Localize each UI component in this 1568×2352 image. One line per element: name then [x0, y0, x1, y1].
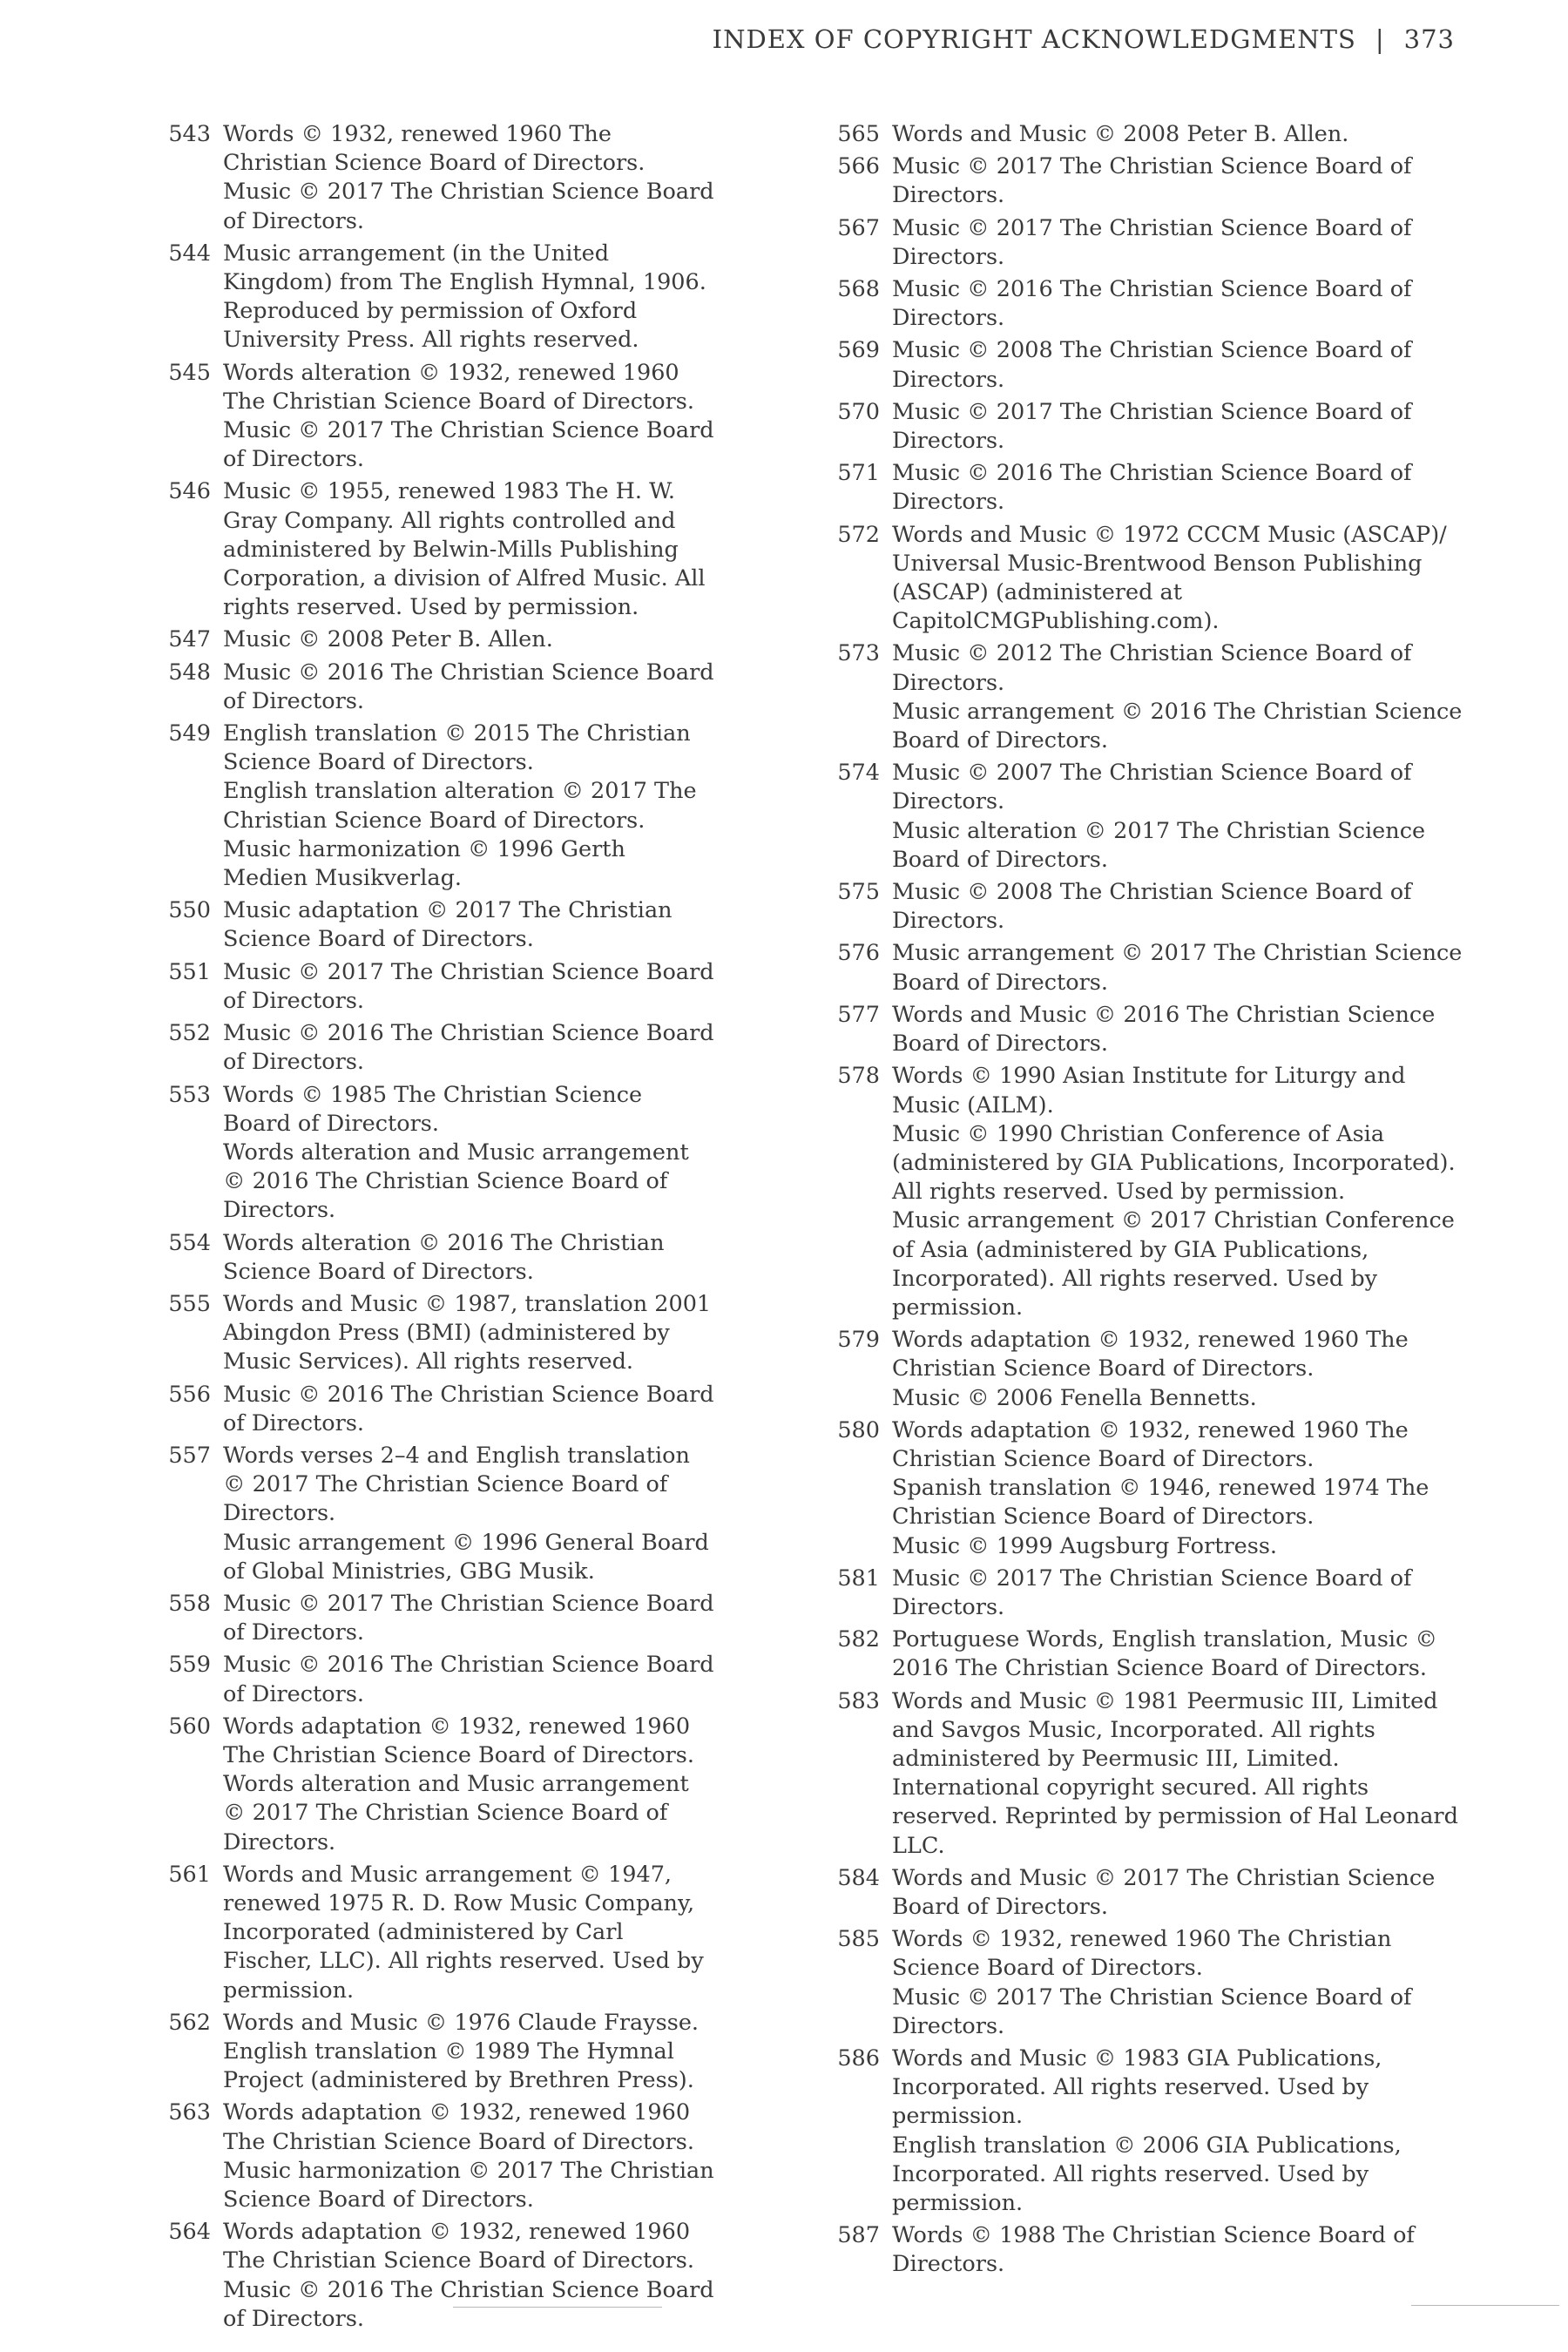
acknowledgment-text [892, 521, 1463, 637]
acknowledgment-line: Words and Music © 2016 The Christian Science Board of Directors. [892, 1001, 1436, 1058]
acknowledgment-line: Music arrangement © 2017 Christian Conference of Asia (administered by GIA Publications, Incorporated). All rights reserved. Used by permission. [892, 1207, 1455, 1321]
hymn-number: 560 [168, 1713, 211, 1740]
hymn-number: 584 [837, 1864, 880, 1891]
acknowledgment-entry [150, 1590, 716, 1647]
hymn-number: 571 [837, 460, 880, 487]
acknowledgment-entry [150, 1713, 716, 1857]
acknowledgment-entry [150, 2099, 716, 2214]
acknowledgment-text [223, 2009, 716, 2096]
acknowledgment-entry [819, 120, 1463, 149]
acknowledgment-line: Music © 2016 The Christian Science Board of Directors. [223, 1652, 714, 1707]
acknowledgment-text [223, 958, 716, 1016]
acknowledgment-entry [819, 1565, 1463, 1622]
acknowledgment-line: Music adaptation © 2017 The Christian Science Board of Directors. [223, 897, 672, 953]
acknowledgment-line: Music © 2008 The Christian Science Board of Directors. [892, 337, 1412, 393]
hymn-number: 563 [168, 2099, 211, 2126]
hymn-number: 551 [168, 958, 211, 985]
acknowledgment-entry [150, 2009, 716, 2096]
hymn-number: 578 [837, 1063, 880, 1090]
acknowledgment-text [223, 720, 716, 893]
hymn-number: 575 [837, 879, 880, 906]
acknowledgment-line: Music harmonization © 2017 The Christian Science Board of Directors. [223, 2157, 714, 2213]
acknowledgment-line: Music © 2016 The Christian Science Board of Directors. [892, 460, 1412, 516]
acknowledgment-text [892, 878, 1463, 936]
hymn-number: 552 [168, 1020, 211, 1047]
acknowledgment-text [223, 1081, 716, 1226]
acknowledgment-text [223, 1590, 716, 1647]
acknowledgment-text [223, 1019, 716, 1077]
acknowledgment-line: Music © 2017 The Christian Science Board of Directors. [892, 153, 1412, 209]
acknowledgment-entry [819, 521, 1463, 637]
acknowledgment-line: Words adaptation © 1932, renewed 1960 The Christian Science Board of Directors. [892, 1327, 1409, 1382]
acknowledgment-line: Music arrangement © 2017 The Christian Science Board of Directors. [892, 940, 1463, 996]
acknowledgment-entry [819, 759, 1463, 875]
acknowledgment-entry [819, 1625, 1463, 1683]
footer-rule-left [453, 2307, 662, 2308]
acknowledgment-line: Music © 2008 The Christian Science Board of Directors. [892, 879, 1412, 935]
acknowledgment-entry [819, 1687, 1463, 1861]
acknowledgment-text [892, 459, 1463, 517]
acknowledgment-entry [150, 1442, 716, 1586]
acknowledgment-line: Music © 2008 Peter B. Allen. [223, 626, 553, 653]
acknowledgment-line: Words © 1988 The Christian Science Board of Directors. [892, 2222, 1415, 2278]
hymn-number: 546 [168, 478, 211, 505]
acknowledgment-line: Words and Music © 1976 Claude Fraysse. [223, 2009, 700, 2036]
acknowledgment-text [223, 359, 716, 475]
acknowledgment-entry [819, 878, 1463, 936]
acknowledgment-text [223, 1861, 716, 2005]
acknowledgment-line: Music arrangement (in the United Kingdom) from The English Hymnal, 1906. Reproduced by permission of Oxford University Press. All rights reserved. [223, 240, 706, 354]
hymn-number: 543 [168, 121, 211, 147]
hymn-number: 544 [168, 240, 211, 267]
acknowledgment-line: Words © 1985 The Christian Science Board of Directors. [223, 1081, 643, 1137]
acknowledgment-line: Words © 1932, renewed 1960 The Christian Science Board of Directors. [892, 1926, 1392, 1982]
acknowledgment-entry [819, 1062, 1463, 1322]
hymn-number: 562 [168, 2009, 211, 2036]
acknowledgment-line: Music © 2017 The Christian Science Board of Directors. [892, 214, 1412, 270]
acknowledgment-line: English translation © 1989 The Hymnal Project (administered by Brethren Press). [223, 2038, 694, 2094]
acknowledgment-line: Words adaptation © 1932, renewed 1960 The Christian Science Board of Directors. [223, 1713, 694, 1768]
header-separator: | [1375, 24, 1385, 54]
acknowledgment-entry [819, 639, 1463, 755]
hymn-number: 574 [837, 760, 880, 787]
hymn-number: 583 [837, 1687, 880, 1714]
hymn-number: 559 [168, 1652, 211, 1679]
hymn-number: 554 [168, 1229, 211, 1256]
acknowledgment-line: Music © 2007 The Christian Science Board of Directors. [892, 760, 1412, 815]
hymn-number: 564 [168, 2219, 211, 2246]
acknowledgment-text [892, 1925, 1463, 2041]
acknowledgment-text [892, 939, 1463, 997]
acknowledgment-text [223, 896, 716, 954]
acknowledgment-line: English translation © 2015 The Christian Science Board of Directors. [223, 720, 691, 776]
acknowledgment-line: Music © 2016 The Christian Science Board of Directors. [892, 276, 1412, 332]
hymn-number: 557 [168, 1442, 211, 1469]
acknowledgment-entry [819, 1925, 1463, 2041]
acknowledgment-line: Words and Music © 1981 Peermusic III, Limited and Savgos Music, Incorporated. All rights administered by Peermusic III, Limited. International copyright secured. All rights reserved. Reprinted by permission of Hal Leonard LLC. [892, 1687, 1458, 1859]
acknowledgment-entry [150, 359, 716, 475]
acknowledgment-entry [150, 240, 716, 355]
hymn-number: 570 [837, 398, 880, 425]
hymn-number: 568 [837, 276, 880, 303]
hymn-number: 566 [837, 153, 880, 180]
acknowledgment-line: Music © 2017 The Christian Science Board of Directors. [223, 417, 714, 473]
acknowledgment-text [892, 1864, 1463, 1922]
acknowledgment-text [223, 2218, 716, 2334]
hymn-number: 581 [837, 1565, 880, 1592]
acknowledgment-text [892, 336, 1463, 394]
acknowledgment-line: Music © 2006 Fenella Bennetts. [892, 1384, 1257, 1411]
acknowledgment-text [223, 625, 716, 654]
acknowledgment-entry [150, 896, 716, 954]
acknowledgment-line: Words alteration and Music arrangement © 2016 The Christian Science Board of Directors. [223, 1139, 689, 1224]
acknowledgment-line: Words and Music © 2017 The Christian Science Board of Directors. [892, 1864, 1436, 1920]
hymn-number: 565 [837, 121, 880, 147]
acknowledgment-line: Music © 1999 Augsburg Fortress. [892, 1532, 1278, 1559]
acknowledgment-text [892, 759, 1463, 875]
acknowledgment-text [892, 1062, 1463, 1322]
acknowledgment-entry [150, 958, 716, 1016]
acknowledgment-entry [150, 1019, 716, 1077]
acknowledgment-line: Words alteration © 1932, renewed 1960 The Christian Science Board of Directors. [223, 359, 694, 415]
acknowledgment-entry [150, 120, 716, 236]
acknowledgment-entry [819, 1001, 1463, 1058]
acknowledgment-text [892, 639, 1463, 755]
hymn-number: 577 [837, 1001, 880, 1028]
acknowledgment-text [223, 659, 716, 716]
acknowledgment-line: Music © 2017 The Christian Science Board of Directors. [892, 1984, 1412, 2039]
acknowledgment-line: Music harmonization © 1996 Gerth Medien Musikverlag. [223, 835, 625, 892]
acknowledgment-entry [819, 1326, 1463, 1413]
acknowledgment-line: Words verses 2–4 and English translation © 2017 The Christian Science Board of Directors. [223, 1442, 690, 1527]
acknowledgment-entry [150, 1290, 716, 1377]
hymn-number: 579 [837, 1327, 880, 1354]
acknowledgment-text [223, 1381, 716, 1438]
acknowledgment-line: Spanish translation © 1946, renewed 1974 The Christian Science Board of Directors. [892, 1475, 1429, 1531]
acknowledgment-entry [150, 1229, 716, 1287]
acknowledgment-text [892, 1416, 1463, 1561]
acknowledgment-line: Words adaptation © 1932, renewed 1960 The Christian Science Board of Directors. [223, 2219, 694, 2274]
acknowledgment-entry [819, 398, 1463, 456]
hymn-number: 556 [168, 1381, 211, 1408]
hymn-number: 547 [168, 626, 211, 653]
acknowledgment-text [892, 214, 1463, 272]
hymn-number: 567 [837, 214, 880, 241]
acknowledgment-entry [150, 659, 716, 716]
acknowledgment-line: Words and Music © 1983 GIA Publications, Incorporated. All rights reserved. Used by permission. [892, 2045, 1382, 2130]
hymn-number: 555 [168, 1290, 211, 1317]
acknowledgment-line: Words © 1990 Asian Institute for Liturgy and Music (AILM). [892, 1063, 1406, 1119]
hymn-number: 545 [168, 359, 211, 386]
acknowledgment-line: Music © 1955, renewed 1983 The H. W. Gray Company. All rights controlled and administered by Belwin-Mills Publishing Corporation, a division of Alfred Music. All rights reserved. Used by permission. [223, 478, 706, 621]
acknowledgment-entry [150, 625, 716, 654]
hymn-number: 572 [837, 521, 880, 548]
acknowledgment-line: Words alteration © 2016 The Christian Science Board of Directors. [223, 1229, 665, 1285]
acknowledgment-entry [819, 152, 1463, 210]
acknowledgment-line: Words and Music © 1987, translation 2001 Abingdon Press (BMI) (administered by Music Services). All rights reserved. [223, 1290, 712, 1375]
acknowledgment-entry [150, 1861, 716, 2005]
acknowledgment-text [892, 152, 1463, 210]
acknowledgment-text [223, 1713, 716, 1857]
acknowledgment-text [892, 1625, 1463, 1683]
acknowledgment-line: Music © 2012 The Christian Science Board of Directors. [892, 640, 1412, 696]
acknowledgment-line: Music alteration © 2017 The Christian Science Board of Directors. [892, 817, 1426, 873]
acknowledgment-entry [819, 2221, 1463, 2279]
hymn-number: 576 [837, 940, 880, 967]
acknowledgment-line: Words alteration and Music arrangement © 2017 The Christian Science Board of Directors. [223, 1771, 689, 1855]
acknowledgment-entry [150, 2218, 716, 2334]
footer-rule-right [1411, 2305, 1559, 2306]
hymn-number: 548 [168, 659, 211, 686]
acknowledgment-text [223, 1229, 716, 1287]
acknowledgment-line: Words and Music arrangement © 1947, renewed 1975 R. D. Row Music Company, Incorporated (administered by Carl Fischer, LLC). All rights reserved. Used by permission. [223, 1861, 704, 2004]
acknowledgment-line: Music © 2016 The Christian Science Board of Directors. [223, 1020, 714, 1076]
acknowledgment-line: Music © 2017 The Christian Science Board of Directors. [892, 1565, 1412, 1620]
acknowledgment-entry [819, 214, 1463, 272]
acknowledgment-entry [150, 1081, 716, 1226]
acknowledgment-entry [819, 2044, 1463, 2218]
acknowledgment-line: Music © 2017 The Christian Science Board of Directors. [223, 179, 714, 234]
acknowledgment-line: Music © 2016 The Christian Science Board of Directors. [223, 2276, 714, 2332]
acknowledgment-entry [150, 477, 716, 622]
running-header [713, 24, 1455, 54]
page-number: 373 [1403, 24, 1455, 54]
acknowledgment-text [892, 120, 1463, 149]
acknowledgment-text [892, 2044, 1463, 2218]
acknowledgment-line: Music © 2016 The Christian Science Board of Directors. [223, 1381, 714, 1436]
right-column [819, 120, 1463, 2283]
acknowledgment-entry [150, 720, 716, 893]
hymn-number: 587 [837, 2222, 880, 2249]
acknowledgment-text [892, 275, 1463, 333]
acknowledgment-entry [150, 1651, 716, 1708]
acknowledgment-line: Music © 2017 The Christian Science Board of Directors. [223, 958, 714, 1014]
acknowledgment-line: Portuguese Words, English translation, Music © 2016 The Christian Science Board of Directors. [892, 1626, 1437, 1682]
acknowledgment-entry [819, 1416, 1463, 1561]
hymn-number: 549 [168, 720, 211, 747]
hymn-number: 586 [837, 2045, 880, 2072]
acknowledgment-text [892, 2221, 1463, 2279]
acknowledgment-line: Words adaptation © 1932, renewed 1960 The Christian Science Board of Directors. [223, 2099, 694, 2155]
hymn-number: 550 [168, 897, 211, 924]
hymn-number: 561 [168, 1861, 211, 1888]
acknowledgment-text [223, 1651, 716, 1708]
acknowledgment-text [223, 240, 716, 355]
acknowledgment-line: Music © 2017 The Christian Science Board of Directors. [223, 1590, 714, 1646]
acknowledgment-line: Words © 1932, renewed 1960 The Christian Science Board of Directors. [223, 121, 645, 177]
hymn-number: 553 [168, 1081, 211, 1108]
acknowledgment-entry [819, 1864, 1463, 1922]
acknowledgment-entry [819, 275, 1463, 333]
acknowledgment-text [223, 2099, 716, 2214]
acknowledgment-entry [150, 1381, 716, 1438]
acknowledgment-text [892, 1001, 1463, 1058]
acknowledgment-line: Music © 1990 Christian Conference of Asia (administered by GIA Publications, Incorporated). All rights reserved. Used by permission. [892, 1120, 1456, 1206]
hymn-number: 582 [837, 1626, 880, 1653]
hymn-number: 573 [837, 640, 880, 667]
acknowledgment-text [223, 120, 716, 236]
hymn-number: 558 [168, 1590, 211, 1617]
acknowledgment-line: Words and Music © 2008 Peter B. Allen. [892, 121, 1349, 147]
acknowledgment-line: Music © 2016 The Christian Science Board of Directors. [223, 659, 714, 714]
acknowledgment-text [223, 1442, 716, 1586]
left-column [150, 120, 716, 2337]
acknowledgment-entry [819, 336, 1463, 394]
acknowledgment-line: Music arrangement © 1996 General Board of Global Ministries, GBG Musik. [223, 1529, 709, 1585]
acknowledgment-text [223, 1290, 716, 1377]
acknowledgment-text [223, 477, 716, 622]
acknowledgment-text [892, 1565, 1463, 1622]
acknowledgment-line: Music arrangement © 2016 The Christian Science Board of Directors. [892, 698, 1463, 754]
hymn-number: 569 [837, 337, 880, 364]
acknowledgment-line: English translation alteration © 2017 The Christian Science Board of Directors. [223, 778, 697, 834]
acknowledgment-line: Words and Music © 1972 CCCM Music (ASCAP)/ Universal Music-Brentwood Benson Publishing (ASCAP) (administered at CapitolCMGPublishing.com). [892, 521, 1447, 635]
acknowledgment-entry [819, 939, 1463, 997]
header-title: INDEX OF COPYRIGHT ACKNOWLEDGMENTS [712, 24, 1356, 54]
acknowledgment-text [892, 1326, 1463, 1413]
acknowledgment-line: Music © 2017 The Christian Science Board of Directors. [892, 398, 1412, 455]
acknowledgment-line: Words adaptation © 1932, renewed 1960 The Christian Science Board of Directors. [892, 1416, 1409, 1472]
acknowledgment-text [892, 1687, 1463, 1861]
acknowledgment-line: English translation © 2006 GIA Publications, Incorporated. All rights reserved. Used by permission. [892, 2132, 1402, 2217]
acknowledgment-entry [819, 459, 1463, 517]
acknowledgment-text [892, 398, 1463, 456]
hymn-number: 585 [837, 1926, 880, 1953]
hymn-number: 580 [837, 1416, 880, 1443]
